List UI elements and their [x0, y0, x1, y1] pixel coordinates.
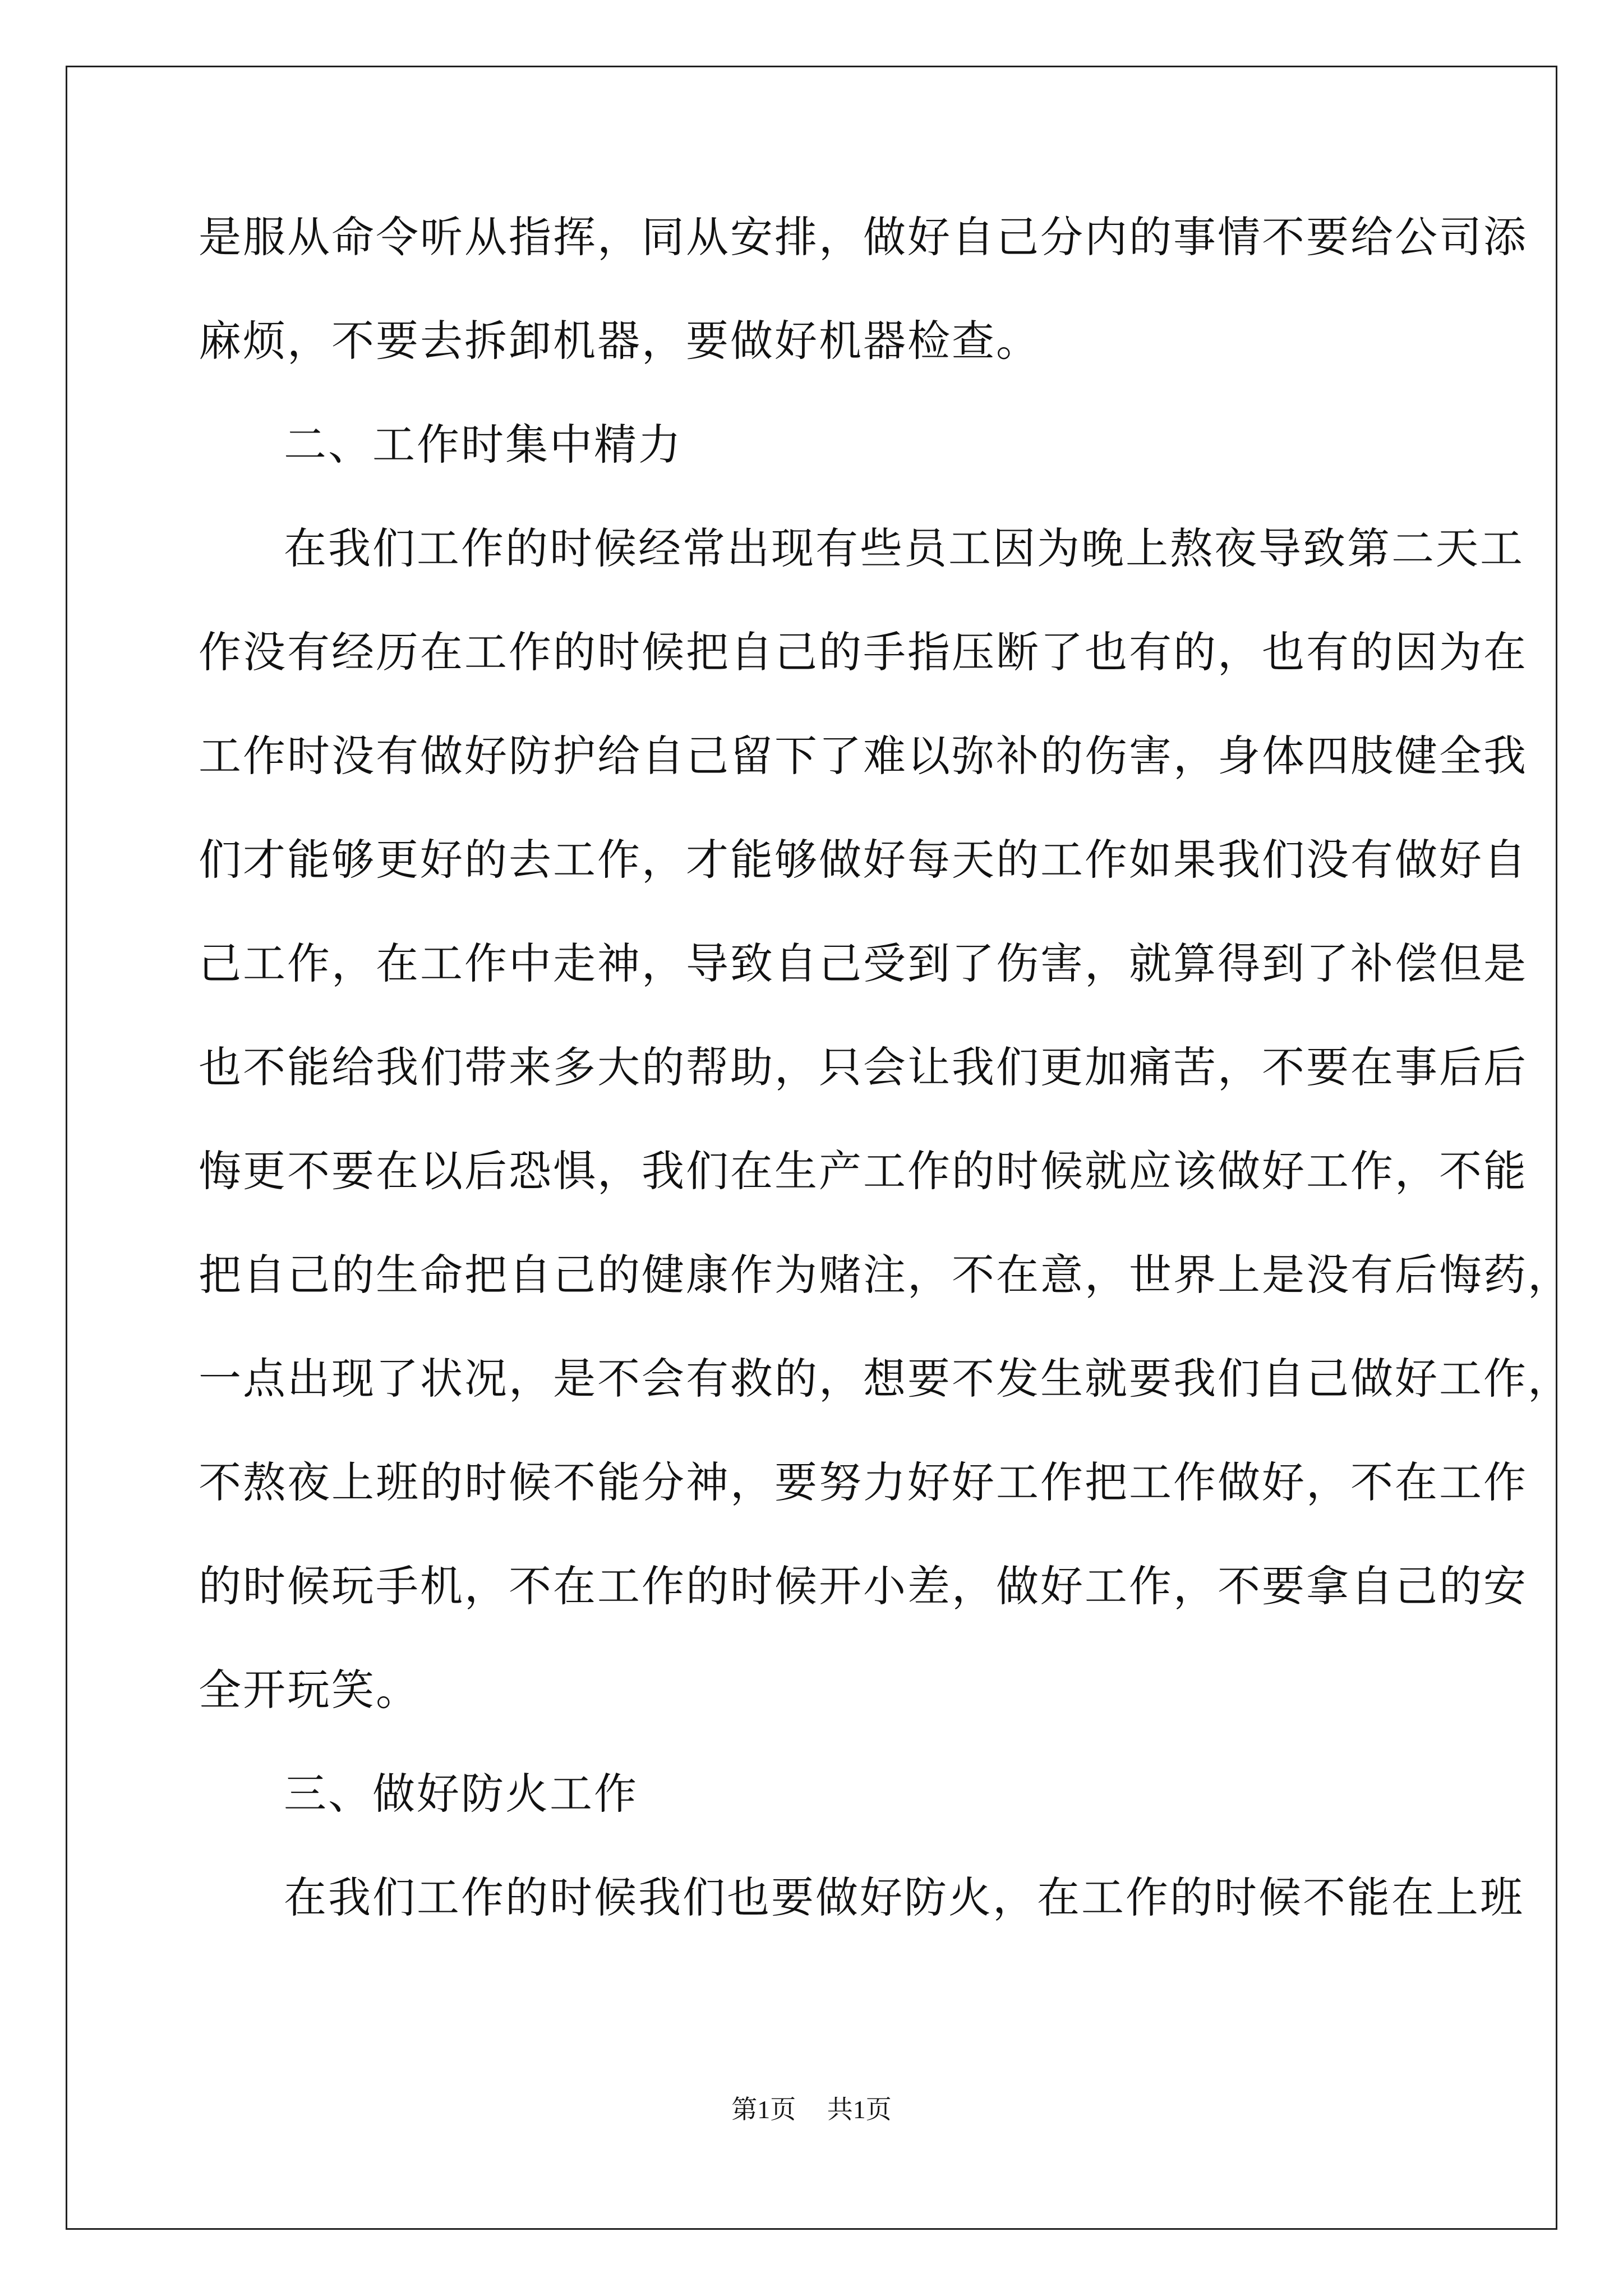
page-number-total: 共1页: [827, 2095, 892, 2124]
text-line: 是服从命令听从指挥，同从安排，做好自己分内的事情不要给公司添: [199, 212, 1528, 262]
text-line: 一点出现了状况，是不会有救的，想要不发生就要我们自己做好工作，: [199, 1354, 1572, 1404]
text-line: 作没有经历在工作的时候把自己的手指压断了也有的，也有的因为在: [199, 627, 1528, 677]
text-line: 的时候玩手机，不在工作的时候开小差，做好工作，不要拿自己的安: [199, 1561, 1528, 1611]
text-line: 们才能够更好的去工作，才能够做好每天的工作如果我们没有做好自: [199, 835, 1528, 885]
text-line: 在我们工作的时候经常出现有些员工因为晚上熬夜导致第二天工: [284, 523, 1524, 573]
text-line: 己工作，在工作中走神，导致自己受到了伤害，就算得到了补偿但是: [199, 938, 1528, 988]
text-line: 不熬夜上班的时候不能分神，要努力好好工作把工作做好，不在工作: [199, 1457, 1528, 1507]
document-body: [199, 211, 1572, 1975]
section-heading: 二、工作时集中精力: [284, 420, 683, 470]
text-line: 麻烦，不要去拆卸机器，要做好机器检查。: [199, 316, 1040, 366]
text-line: 全开玩笑。: [199, 1665, 420, 1715]
text-line: 把自己的生命把自己的健康作为赌注，不在意，世界上是没有后悔药，: [199, 1250, 1572, 1300]
text-line: 也不能给我们带来多大的帮助，只会让我们更加痛苦，不要在事后后: [199, 1042, 1528, 1092]
text-line: 悔更不要在以后恐惧，我们在生产工作的时候就应该做好工作，不能: [199, 1146, 1528, 1196]
text-line: 工作时没有做好防护给自己留下了难以弥补的伤害，身体四肢健全我: [199, 731, 1528, 781]
text-line: 在我们工作的时候我们也要做好防火，在工作的时候不能在上班: [284, 1872, 1524, 1922]
section-heading: 三、做好防火工作: [284, 1769, 638, 1819]
page-number-current: 第1页: [731, 2095, 796, 2124]
page-footer: [0, 2093, 1623, 2127]
